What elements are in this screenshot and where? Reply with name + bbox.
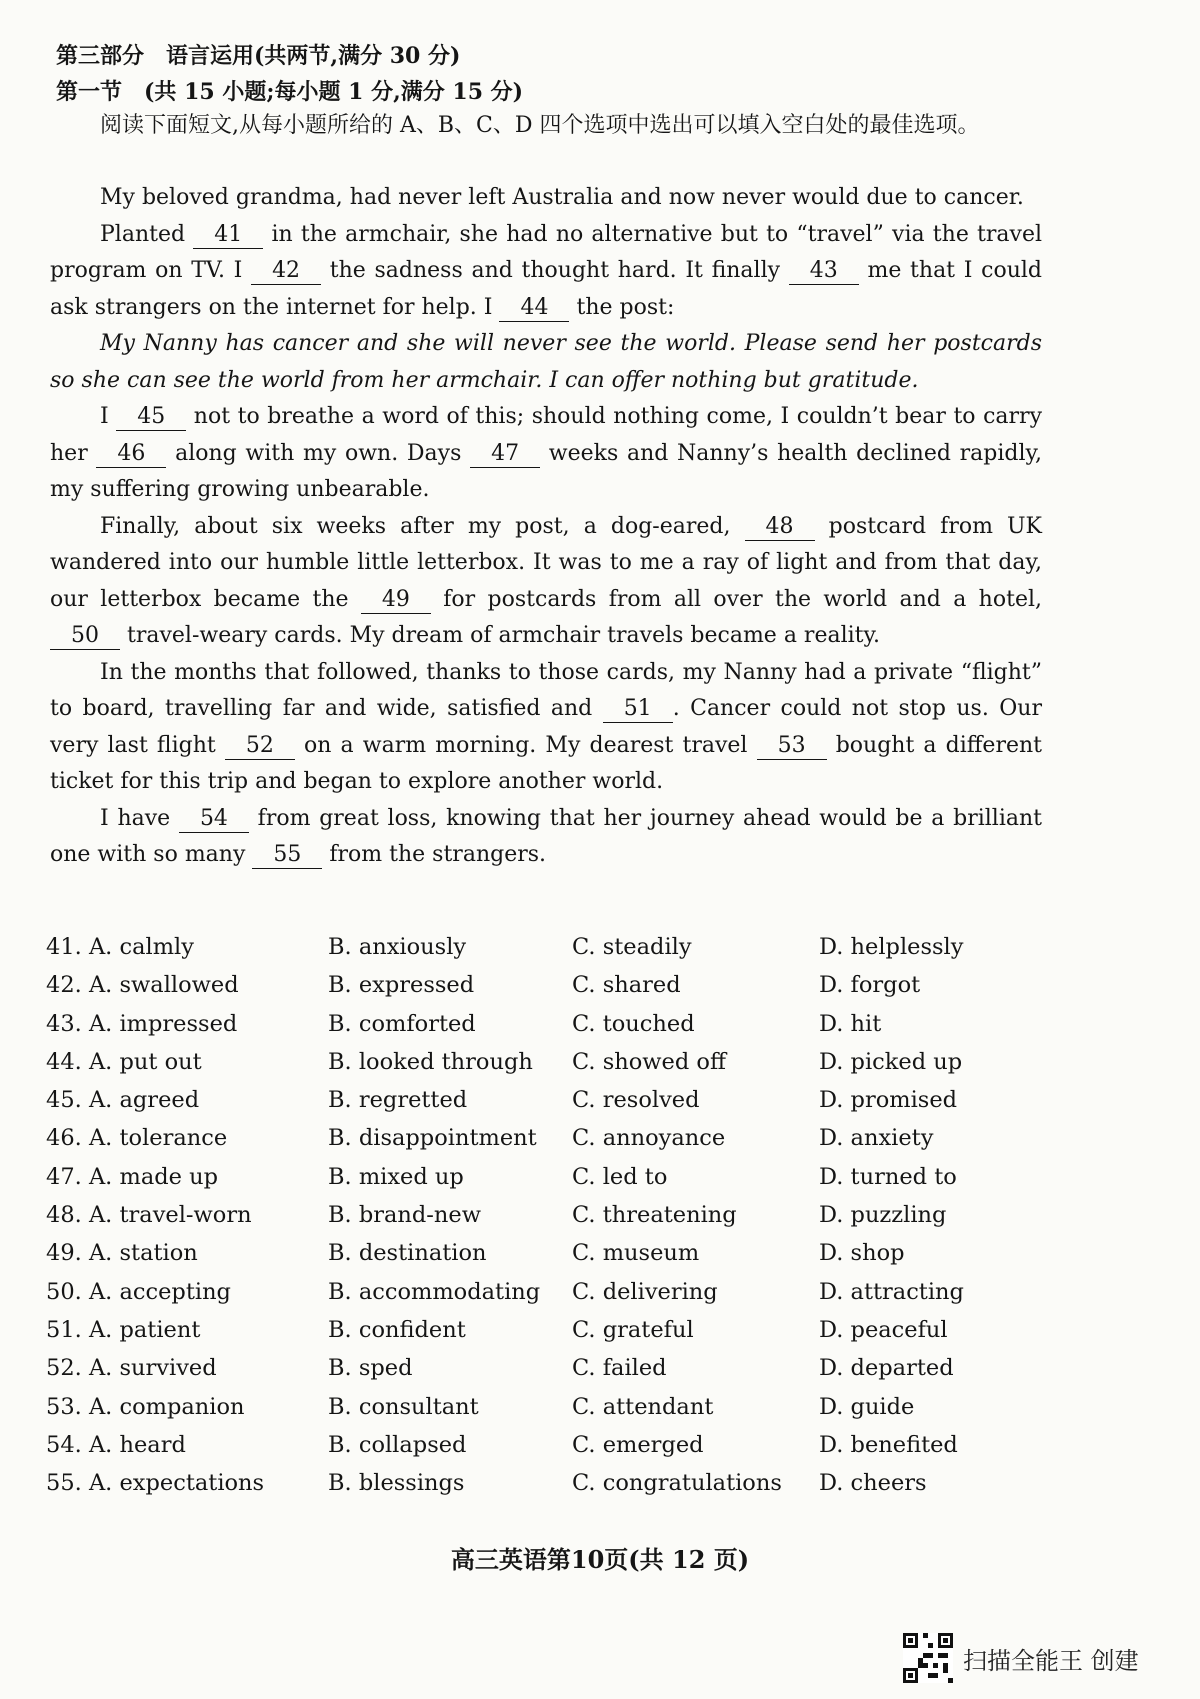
option-row-46	[46, 1119, 1056, 1157]
passage-paragraph	[50, 326, 1042, 399]
blank-52: 52	[225, 733, 295, 760]
blank-55: 55	[252, 842, 322, 869]
option-row-53	[46, 1388, 1056, 1426]
option-row-55	[46, 1464, 1056, 1502]
option-d: D. guide	[819, 1393, 915, 1420]
option-row-42	[46, 966, 1056, 1004]
blank-51: 51	[603, 696, 673, 723]
option-b: B. accommodating	[328, 1278, 541, 1305]
option-a	[46, 1311, 200, 1349]
option-text: A. made up	[88, 1163, 219, 1190]
passage-text: . Cancer could not stop us. Our very last flight	[50, 696, 1042, 758]
option-d: D. attracting	[819, 1278, 964, 1305]
option-d: D. anxiety	[819, 1125, 934, 1152]
blank-43: 43	[789, 258, 859, 285]
option-text: A. agreed	[88, 1087, 200, 1114]
question-number: 43.	[46, 1010, 89, 1037]
passage-text: weeks and Nanny’s health declined rapidly, my suffering growing unbearable.	[50, 440, 1042, 502]
option-d: D. promised	[819, 1087, 958, 1114]
option-b: B. regretted	[328, 1087, 468, 1114]
option-a	[46, 1043, 202, 1081]
option-text: A. travel-worn	[88, 1202, 252, 1229]
option-c: C. shared	[572, 972, 681, 999]
passage-text: My beloved grandma, had never left Australia and now never would due to cancer.	[100, 185, 1024, 210]
section-heading: 第一节 (共 15 小题;每小题 1 分,满分 15 分)	[56, 79, 524, 105]
passage-text: the post:	[569, 294, 675, 320]
option-text: A. impressed	[88, 1010, 238, 1037]
option-d: D. turned to	[819, 1163, 957, 1190]
cloze-passage	[50, 180, 1042, 874]
option-b: B. consultant	[328, 1393, 479, 1420]
question-number: 52.	[46, 1355, 89, 1382]
passage-text: for postcards from all over the world and a hotel,	[430, 586, 1042, 612]
option-c: C. museum	[572, 1240, 700, 1267]
blank-46: 46	[96, 441, 166, 468]
option-a	[46, 1426, 186, 1464]
blank-53: 53	[757, 733, 827, 760]
passage-text: the sadness and thought hard. It finally	[321, 258, 789, 283]
passage-text: travel-weary cards. My dream of armchair travels became a reality.	[120, 623, 880, 648]
question-number: 41.	[46, 934, 89, 960]
qr-code-icon	[903, 1633, 953, 1683]
passage-text: from great loss, knowing that her journey ahead would be a brilliant one with so many	[50, 805, 1042, 867]
option-row-49	[46, 1234, 1056, 1272]
option-text: A. survived	[88, 1355, 217, 1382]
option-text: A. calmly	[88, 934, 194, 960]
passage-text: I	[100, 404, 117, 429]
option-d: D. cheers	[819, 1470, 927, 1497]
option-row-51	[46, 1311, 1056, 1349]
option-c: C. failed	[572, 1355, 667, 1382]
passage-text: postcard from UK wandered into our humble little letterbox. It was to me a ray of light and from that day, our letterbox became the	[50, 513, 1042, 612]
option-b: B. disappointment	[328, 1125, 537, 1152]
option-b: B. looked through	[328, 1048, 533, 1075]
blank-50: 50	[50, 623, 120, 650]
option-c: C. steadily	[572, 934, 692, 960]
option-a	[46, 1196, 252, 1234]
option-d: D. picked up	[819, 1048, 963, 1075]
question-number: 54.	[46, 1431, 89, 1458]
passage-text: on a warm morning. My dearest travel	[294, 732, 757, 758]
option-b: B. brand-new	[328, 1202, 481, 1229]
option-b: B. anxiously	[328, 934, 467, 960]
scanner-label: 扫描全能王 创建	[963, 1646, 1139, 1675]
option-a	[46, 1119, 227, 1157]
question-number: 45.	[46, 1087, 89, 1114]
blank-48: 48	[745, 514, 815, 541]
option-c: C. touched	[572, 1010, 695, 1037]
option-a	[46, 966, 239, 1004]
question-number: 49.	[46, 1240, 89, 1267]
option-row-43	[46, 1005, 1056, 1043]
option-row-44	[46, 1043, 1056, 1081]
passage-text: Planted	[100, 221, 194, 247]
option-b: B. destination	[328, 1240, 487, 1267]
blank-54: 54	[179, 806, 249, 833]
option-text: A. put out	[88, 1048, 202, 1075]
option-b: B. mixed up	[328, 1163, 464, 1190]
option-a	[46, 928, 194, 966]
question-number: 53.	[46, 1393, 89, 1420]
option-a	[46, 1349, 217, 1387]
option-a	[46, 1464, 264, 1502]
option-c: C. congratulations	[572, 1470, 782, 1497]
option-b: B. sped	[328, 1355, 413, 1382]
option-b: B. expressed	[328, 972, 475, 999]
question-number: 48.	[46, 1202, 89, 1229]
answer-options	[46, 928, 1056, 1502]
option-d: D. hit	[819, 1010, 882, 1037]
option-text: A. heard	[88, 1431, 186, 1458]
question-number: 46.	[46, 1125, 89, 1152]
option-c: C. delivering	[572, 1278, 718, 1305]
option-row-52	[46, 1349, 1056, 1387]
passage-text: not to breathe a word of this; should nothing come, I couldn’t bear to carry her	[50, 404, 1043, 466]
blank-41: 41	[193, 222, 263, 249]
option-b: B. confident	[328, 1316, 466, 1343]
part-heading: 第三部分 语言运用(共两节,满分 30 分)	[56, 43, 461, 69]
option-row-48	[46, 1196, 1056, 1234]
option-b: B. blessings	[328, 1470, 465, 1497]
option-c: C. emerged	[572, 1431, 704, 1458]
passage-paragraph	[50, 801, 1042, 874]
option-row-54	[46, 1426, 1056, 1464]
option-d: D. peaceful	[819, 1316, 948, 1343]
option-c: C. annoyance	[572, 1125, 726, 1152]
option-a	[46, 1081, 199, 1119]
blank-42: 42	[251, 258, 321, 285]
blank-49: 49	[361, 587, 431, 614]
blank-44: 44	[499, 295, 569, 322]
question-number: 47.	[46, 1163, 89, 1190]
option-a	[46, 1158, 218, 1196]
option-d: D. benefited	[819, 1431, 958, 1458]
option-c: C. showed off	[572, 1048, 726, 1075]
passage-text: along with my own. Days	[166, 440, 471, 466]
option-text: A. companion	[88, 1393, 245, 1420]
option-c: C. threatening	[572, 1202, 737, 1229]
option-b: B. collapsed	[328, 1431, 467, 1458]
option-a	[46, 1388, 245, 1426]
option-b: B. comforted	[328, 1010, 476, 1037]
option-text: A. tolerance	[88, 1125, 228, 1152]
passage-text: Finally, about six weeks after my post, a dog-eared,	[100, 513, 745, 539]
passage-paragraph	[50, 655, 1042, 801]
option-row-47	[46, 1158, 1056, 1196]
question-number: 51.	[46, 1316, 89, 1343]
option-c: C. attendant	[572, 1393, 714, 1420]
passage-text: me that I could ask strangers on the internet for help. I	[50, 258, 1042, 320]
passage-paragraph	[50, 180, 1042, 217]
passage-text: bought a different ticket for this trip and began to explore another world.	[50, 732, 1042, 794]
option-c: C. led to	[572, 1163, 668, 1190]
instructions: 阅读下面短文,从每小题所给的 A、B、C、D 四个选项中选出可以填入空白处的最佳选项。	[100, 113, 980, 138]
question-number: 42.	[46, 972, 89, 999]
option-d: D. shop	[819, 1240, 905, 1267]
option-text: A. patient	[88, 1316, 201, 1343]
option-row-45	[46, 1081, 1056, 1119]
passage-text: In the months that followed, thanks to those cards, my Nanny had a private “flight” to board, travelling far and wide, satisfied and	[50, 659, 1042, 721]
option-d: D. forgot	[819, 972, 921, 999]
question-number: 55.	[46, 1470, 89, 1497]
option-a	[46, 1005, 237, 1043]
option-text: A. expectations	[88, 1470, 265, 1497]
option-text: A. accepting	[88, 1278, 231, 1305]
option-text: A. station	[88, 1240, 198, 1267]
passage-text: My Nanny has cancer and she will never see the world. Please send her postcards so she can see the world from her armchair. I can offer nothing but gratitude.	[50, 331, 1042, 393]
option-row-41	[46, 928, 1056, 966]
blank-45: 45	[116, 404, 186, 431]
blank-47: 47	[470, 441, 540, 468]
passage-paragraph	[50, 217, 1042, 327]
page-footer: 高三英语第10页(共 12 页)	[450, 1545, 750, 1574]
passage-text: in the armchair, she had no alternative but to “travel” via the travel program on TV. I	[50, 221, 1042, 283]
option-row-50	[46, 1273, 1056, 1311]
option-d: D. helplessly	[819, 934, 964, 960]
option-a	[46, 1234, 198, 1272]
option-d: D. puzzling	[819, 1202, 947, 1229]
option-a	[46, 1273, 231, 1311]
passage-paragraph	[50, 509, 1042, 655]
scanner-watermark	[903, 1630, 1139, 1686]
passage-text: I have	[100, 805, 179, 831]
option-d: D. departed	[819, 1355, 954, 1382]
passage-paragraph	[50, 399, 1042, 509]
option-c: C. resolved	[572, 1087, 700, 1114]
passage-text: from the strangers.	[322, 842, 547, 867]
option-text: A. swallowed	[88, 972, 239, 999]
question-number: 44.	[46, 1048, 89, 1075]
question-number: 50.	[46, 1278, 89, 1305]
option-c: C. grateful	[572, 1316, 694, 1343]
